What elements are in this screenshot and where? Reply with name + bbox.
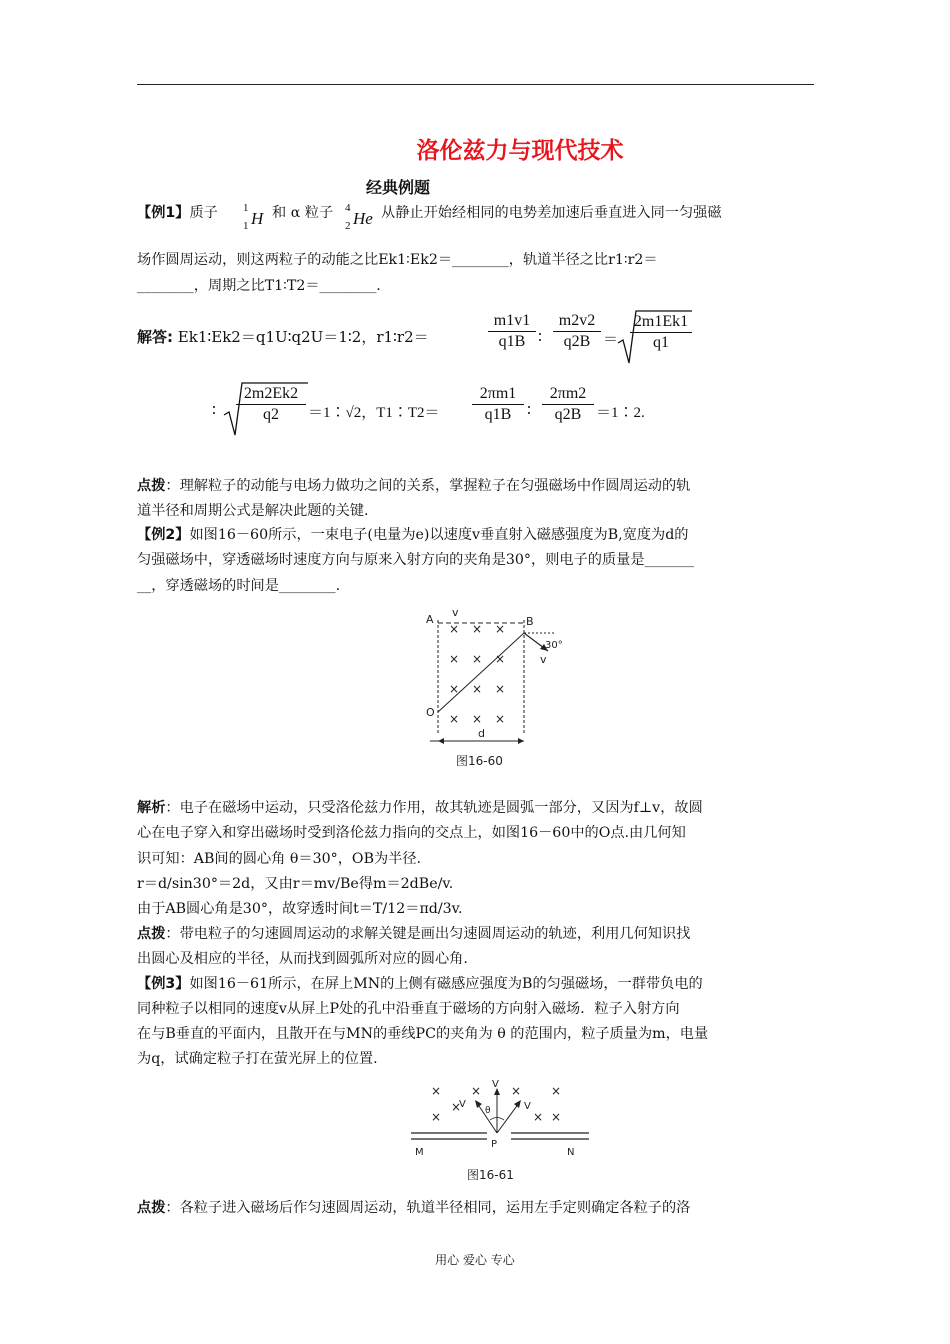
angle-label: 30°: [545, 640, 563, 651]
answer-line2-mid: ＝1∶√2，T1∶T2＝: [308, 405, 440, 421]
section-subtitle: 经典例题: [366, 178, 431, 197]
ratio-sep-3: ∶: [527, 403, 531, 419]
velocity-label-top: V: [492, 1079, 499, 1090]
example1-line2: 场作圆周运动，则这两粒子的动能之比Ek1∶Ek2＝________，轨道半径之比r1∶r2＝: [137, 252, 658, 268]
left-arrowhead: [475, 1100, 482, 1108]
point-o-label: O: [426, 706, 435, 719]
field-cross: ×: [449, 712, 460, 726]
example2-line2: 匀强磁场中，穿透磁场时速度方向与原来入射方向的夹角是30°，则电子的质量是_______: [137, 552, 695, 568]
example1-line1: 【例1】质子: [137, 205, 218, 221]
field-cross: ×: [495, 682, 506, 696]
field-cross: ×: [472, 682, 483, 696]
field-cross: ×: [533, 1110, 544, 1124]
fraction-r1: $\frac{m1v1}{q1B}$: [488, 312, 536, 351]
example1-line3: ________，周期之比T1∶T2＝________.: [137, 278, 381, 294]
page-title: 洛伦兹力与现代技术: [416, 138, 624, 164]
equals-1: ＝: [603, 332, 619, 348]
figure-caption: 图16-61: [467, 1168, 514, 1182]
velocity-label-left: V: [459, 1099, 466, 1110]
example3-line1: 【例3】如图16－61所示，在屏上MN的上侧有磁感应强度为B的匀强磁场，一群带负电的: [137, 976, 703, 992]
page-footer: 用心 爱心 专心: [435, 1253, 515, 1267]
analysis-line2: 心在电子穿入和穿出磁场时受到洛伦兹力指向的交点上，如图16－60中的O点.由几何知: [137, 825, 686, 841]
example3-line4: 为q，试确定粒子打在萤光屏上的位置.: [137, 1051, 378, 1067]
answer-line2-end: ＝1∶2.: [596, 405, 645, 421]
analysis-line3: 识可知：AB间的圆心角 θ＝30°，OB为半径.: [137, 851, 422, 867]
theta-label: θ: [485, 1106, 491, 1116]
tip3-label: 点拨: [137, 1200, 166, 1216]
tip1-line2: 道半径和周期公式是解决此题的关键.: [137, 503, 369, 519]
proton-isotope: 1 1 H: [243, 202, 264, 232]
field-cross: ×: [431, 1084, 442, 1098]
ratio-sep-2: ∶: [212, 403, 216, 419]
field-cross: ×: [551, 1110, 562, 1124]
example2-line1: 【例2】如图16－60所示，一束电子(电量为e)以速度v垂直射入磁感强度为B,宽度为d的: [137, 527, 689, 543]
field-cross: ×: [495, 712, 506, 726]
example1-line1-end: 从静止开始经相同的电势差加速后垂直进入同一匀强磁: [381, 205, 722, 221]
radius-ob: [438, 633, 524, 712]
point-m-label: M: [415, 1147, 424, 1158]
field-cross: ×: [449, 682, 460, 696]
analysis-line1: 解析：电子在磁场中运动，只受洛伦兹力作用，故其轨迹是圆弧一部分，又因为f⊥v，故圆: [137, 800, 703, 816]
field-cross: ×: [449, 622, 460, 636]
figure-16-60: [420, 605, 580, 775]
field-cross: ×: [472, 652, 483, 666]
width-label: d: [478, 727, 485, 740]
example1-alpha-label: 和 α 粒子: [272, 205, 334, 221]
dim-arrow-right: [518, 738, 524, 744]
analysis-line5: 由于AB圆心角是30°，故穿透时间t＝T/12＝πd/3v.: [137, 901, 463, 917]
answer-line1: 解答: Ek1∶Ek2＝q1U∶q2U＝1∶2，r1∶r2＝: [137, 328, 429, 346]
header-rule: [137, 84, 814, 85]
answer-label: 解答:: [137, 328, 173, 346]
tip1-line1: 点拨：理解粒子的动能与电场力做功之间的关系，掌握粒子在匀强磁场中作圆周运动的轨: [137, 478, 691, 494]
ratio-sep-1: ∶: [538, 330, 542, 346]
incident-velocity-label: v: [452, 606, 459, 619]
point-n-label: N: [567, 1147, 575, 1158]
point-b-label: B: [526, 615, 534, 628]
tip3-line1: 点拨：各粒子进入磁场后作匀速圆周运动，轨道半径相同，运用左手定则确定各粒子的洛: [137, 1200, 691, 1216]
point-p-label: P: [491, 1139, 498, 1150]
field-cross: ×: [451, 1100, 462, 1114]
dim-arrow-left: [438, 738, 444, 744]
sqrt-fraction-1: $\frac{2m1Ek1}{q1}$: [630, 313, 692, 352]
field-cross: ×: [431, 1110, 442, 1124]
right-arrowhead: [514, 1100, 521, 1108]
point-a-label: A: [426, 613, 434, 626]
field-cross: ×: [472, 622, 483, 636]
exit-velocity-label: v: [540, 653, 547, 666]
tip2-line2: 出圆心及相应的半径，从而找到圆弧所对应的圆心角.: [137, 951, 468, 967]
field-cross: ×: [551, 1084, 562, 1098]
fraction-r2: $\frac{m2v2}{q2B}$: [553, 312, 601, 351]
analysis-label: 解析: [137, 800, 166, 816]
field-cross: ×: [471, 1084, 482, 1098]
example2-tag: 【例2】: [137, 527, 190, 543]
field-cross: ×: [449, 652, 460, 666]
tip1-label: 点拨: [137, 478, 166, 494]
field-cross: ×: [495, 622, 506, 636]
magnetic-field-crosses: [431, 1084, 561, 1124]
fraction-t1: $\frac{2\pi m1}{q1B}$: [472, 385, 524, 424]
velocity-label-right: V: [524, 1101, 531, 1112]
example3-line3: 在与B垂直的平面内，且散开在与MN的垂线PC的夹角为 θ 的范围内，粒子质量为m，电量: [137, 1026, 709, 1042]
example3-line2: 同种粒子以相同的速度v从屏上P处的孔中沿垂直于磁场的方向射入磁场．粒子入射方向: [137, 1001, 680, 1017]
field-cross: ×: [495, 652, 506, 666]
magnetic-field-crosses: [449, 622, 505, 726]
analysis-line4: r＝d/sin30°＝2d，又由r＝mv/Be得m＝2dBe/v.: [137, 876, 454, 892]
fraction-t2: $\frac{2\pi m2}{q2B}$: [542, 385, 594, 424]
field-cross: ×: [511, 1084, 522, 1098]
sqrt-fraction-2: $\frac{2m2Ek2}{q2}$: [236, 385, 306, 424]
field-cross: ×: [472, 712, 483, 726]
example2-line3: __，穿透磁场的时间是________.: [137, 578, 341, 594]
tip2-label: 点拨: [137, 926, 166, 942]
figure-caption: 图16-60: [456, 754, 503, 768]
figure-16-61: [405, 1075, 595, 1190]
example3-tag: 【例3】: [137, 976, 190, 992]
alpha-isotope: 4 2 He: [345, 202, 373, 232]
tip2-line1: 点拨：带电粒子的匀速圆周运动的求解关键是画出匀速圆周运动的轨迹，利用几何知识找: [137, 926, 691, 942]
example1-tag: 【例1】: [137, 205, 190, 221]
